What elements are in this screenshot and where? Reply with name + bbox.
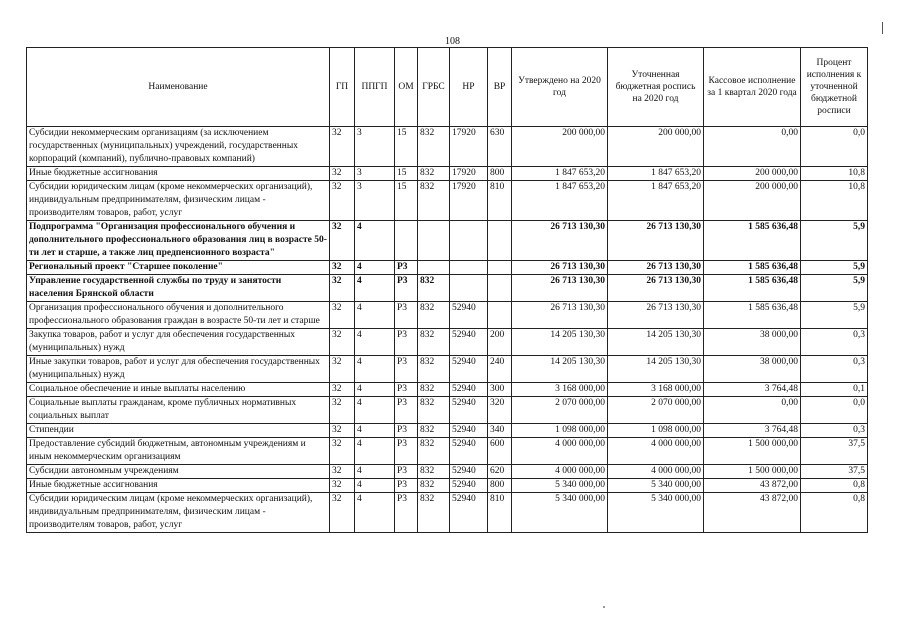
- cell-grbs: 832: [418, 302, 450, 329]
- cell-revised: 26 713 130,30: [608, 275, 704, 302]
- cell-np: [450, 221, 488, 261]
- cell-name: Субсидии юридическим лицам (кроме некоммерческих организаций), индивидуальным предпринимателям, физическим лицам - производителям товаров, работ, услуг: [27, 181, 330, 221]
- cell-grbs: 832: [418, 438, 450, 465]
- table-row: [27, 424, 868, 438]
- cell-ppgp: 4: [355, 329, 395, 356]
- cell-ppgp: 4: [355, 493, 395, 533]
- cell-vr: [488, 261, 512, 275]
- cell-om: P3: [395, 438, 418, 465]
- cell-name: Социальное обеспечение и иные выплаты населению: [27, 383, 330, 397]
- cell-vr: 340: [488, 424, 512, 438]
- cell-revised: 14 205 130,30: [608, 356, 704, 383]
- table-row: [27, 181, 868, 221]
- cell-name: Стипендии: [27, 424, 330, 438]
- cell-np: 52940: [450, 397, 488, 424]
- cell-np: 17920: [450, 181, 488, 221]
- header-grbs: ГРБС: [418, 48, 450, 127]
- cell-revised: 200 000,00: [608, 127, 704, 167]
- cell-percent: 5,9: [801, 302, 868, 329]
- cell-percent: 37,5: [801, 465, 868, 479]
- cell-approved: 200 000,00: [512, 127, 608, 167]
- cell-np: 52940: [450, 493, 488, 533]
- cell-percent: 0,3: [801, 329, 868, 356]
- cell-np: 52940: [450, 329, 488, 356]
- cell-gp: 32: [330, 356, 355, 383]
- cell-approved: 26 713 130,30: [512, 261, 608, 275]
- cell-cash: 0,00: [704, 127, 801, 167]
- cell-revised: 4 000 000,00: [608, 438, 704, 465]
- cell-approved: 26 713 130,30: [512, 221, 608, 261]
- margin-mark: [882, 22, 883, 34]
- cell-approved: 14 205 130,30: [512, 356, 608, 383]
- cell-ppgp: 4: [355, 275, 395, 302]
- cell-revised: 26 713 130,30: [608, 221, 704, 261]
- table-row: [27, 479, 868, 493]
- cell-om: P3: [395, 329, 418, 356]
- cell-cash: 43 872,00: [704, 493, 801, 533]
- cell-gp: 32: [330, 167, 355, 181]
- table-row: [27, 383, 868, 397]
- cell-vr: 620: [488, 465, 512, 479]
- cell-revised: 26 713 130,30: [608, 261, 704, 275]
- header-vr: ВР: [488, 48, 512, 127]
- cell-cash: 38 000,00: [704, 329, 801, 356]
- cell-vr: 200: [488, 329, 512, 356]
- cell-grbs: 832: [418, 127, 450, 167]
- table-row: [27, 465, 868, 479]
- cell-om: P3: [395, 356, 418, 383]
- cell-gp: 32: [330, 397, 355, 424]
- cell-approved: 5 340 000,00: [512, 493, 608, 533]
- cell-grbs: 832: [418, 493, 450, 533]
- cell-percent: 10,8: [801, 181, 868, 221]
- cell-gp: 32: [330, 275, 355, 302]
- cell-np: [450, 275, 488, 302]
- cell-grbs: 832: [418, 356, 450, 383]
- cell-ppgp: 3: [355, 127, 395, 167]
- cell-ppgp: 4: [355, 397, 395, 424]
- cell-name: Субсидии юридическим лицам (кроме некоммерческих организаций), индивидуальным предпринимателям, физическим лицам - производителям товаров, работ, услуг: [27, 493, 330, 533]
- cell-percent: 5,9: [801, 261, 868, 275]
- cell-name: Региональный проект "Старшее поколение": [27, 261, 330, 275]
- cell-percent: 0,1: [801, 383, 868, 397]
- cell-ppgp: 4: [355, 479, 395, 493]
- cell-cash: 3 764,48: [704, 383, 801, 397]
- cell-vr: 800: [488, 479, 512, 493]
- cell-ppgp: 4: [355, 221, 395, 261]
- cell-cash: 200 000,00: [704, 167, 801, 181]
- cell-cash: 1 500 000,00: [704, 438, 801, 465]
- cell-cash: 43 872,00: [704, 479, 801, 493]
- cell-ppgp: 4: [355, 424, 395, 438]
- cell-cash: 1 585 636,48: [704, 221, 801, 261]
- cell-gp: 32: [330, 479, 355, 493]
- cell-name: Предоставление субсидий бюджетным, автономным учреждениям и иным некоммерческим организациям: [27, 438, 330, 465]
- cell-grbs: 832: [418, 397, 450, 424]
- scan-dot: [603, 606, 605, 608]
- cell-approved: 14 205 130,30: [512, 329, 608, 356]
- cell-gp: 32: [330, 261, 355, 275]
- cell-ppgp: 4: [355, 465, 395, 479]
- cell-revised: 1 847 653,20: [608, 167, 704, 181]
- table-header: [27, 48, 868, 127]
- cell-cash: 3 764,48: [704, 424, 801, 438]
- cell-vr: 810: [488, 493, 512, 533]
- cell-approved: 2 070 000,00: [512, 397, 608, 424]
- cell-ppgp: 4: [355, 261, 395, 275]
- cell-om: P3: [395, 465, 418, 479]
- header-revised: Уточненная бюджетная роспись на 2020 год: [608, 48, 704, 127]
- cell-ppgp: 4: [355, 383, 395, 397]
- table-row: [27, 302, 868, 329]
- cell-name: Управление государственной службы по труду и занятости населения Брянской области: [27, 275, 330, 302]
- header-gp: ГП: [330, 48, 355, 127]
- cell-vr: 300: [488, 383, 512, 397]
- cell-name: Организация профессионального обучения и дополнительного профессионального образования граждан в возрасте 50-ти лет и старше: [27, 302, 330, 329]
- cell-grbs: 832: [418, 424, 450, 438]
- cell-name: Субсидии автономным учреждениям: [27, 465, 330, 479]
- header-approved: Утверждено на 2020 год: [512, 48, 608, 127]
- cell-ppgp: 3: [355, 181, 395, 221]
- cell-gp: 32: [330, 181, 355, 221]
- cell-name: Иные закупки товаров, работ и услуг для обеспечения государственных (муниципальных) нужд: [27, 356, 330, 383]
- cell-revised: 4 000 000,00: [608, 465, 704, 479]
- cell-om: P3: [395, 493, 418, 533]
- cell-revised: 3 168 000,00: [608, 383, 704, 397]
- cell-np: 52940: [450, 356, 488, 383]
- cell-gp: 32: [330, 127, 355, 167]
- cell-vr: 240: [488, 356, 512, 383]
- cell-gp: 32: [330, 329, 355, 356]
- header-name: Наименование: [27, 48, 330, 127]
- cell-approved: 3 168 000,00: [512, 383, 608, 397]
- cell-ppgp: 4: [355, 302, 395, 329]
- cell-np: 52940: [450, 465, 488, 479]
- cell-cash: 1 500 000,00: [704, 465, 801, 479]
- cell-om: 15: [395, 181, 418, 221]
- table-row: [27, 221, 868, 261]
- cell-vr: 600: [488, 438, 512, 465]
- cell-grbs: 832: [418, 167, 450, 181]
- cell-revised: 5 340 000,00: [608, 479, 704, 493]
- cell-approved: 1 098 000,00: [512, 424, 608, 438]
- cell-vr: 810: [488, 181, 512, 221]
- cell-name: Подпрограмма "Организация профессионального обучения и дополнительного профессионального образования лиц в возрасте 50-ти лет и старше, а также лиц предпенсионного возраста": [27, 221, 330, 261]
- cell-om: [395, 221, 418, 261]
- table-body: [27, 127, 868, 533]
- cell-name: Закупка товаров, работ и услуг для обеспечения государственных (муниципальных) нужд: [27, 329, 330, 356]
- cell-cash: 38 000,00: [704, 356, 801, 383]
- cell-percent: 37,5: [801, 438, 868, 465]
- cell-gp: 32: [330, 302, 355, 329]
- cell-name: Социальные выплаты гражданам, кроме публичных нормативных социальных выплат: [27, 397, 330, 424]
- cell-om: P3: [395, 479, 418, 493]
- cell-revised: 2 070 000,00: [608, 397, 704, 424]
- cell-approved: 5 340 000,00: [512, 479, 608, 493]
- table-row: [27, 127, 868, 167]
- cell-grbs: 832: [418, 329, 450, 356]
- cell-grbs: 832: [418, 181, 450, 221]
- cell-approved: 4 000 000,00: [512, 438, 608, 465]
- cell-revised: 5 340 000,00: [608, 493, 704, 533]
- cell-grbs: 832: [418, 383, 450, 397]
- table-row: [27, 356, 868, 383]
- cell-approved: 26 713 130,30: [512, 275, 608, 302]
- cell-om: 15: [395, 127, 418, 167]
- table-row: [27, 493, 868, 533]
- cell-gp: 32: [330, 493, 355, 533]
- cell-np: 17920: [450, 167, 488, 181]
- cell-gp: 32: [330, 383, 355, 397]
- cell-percent: 0,0: [801, 127, 868, 167]
- header-om: ОМ: [395, 48, 418, 127]
- cell-np: 52940: [450, 302, 488, 329]
- cell-vr: 630: [488, 127, 512, 167]
- cell-ppgp: 3: [355, 167, 395, 181]
- cell-grbs: 832: [418, 479, 450, 493]
- cell-percent: 5,9: [801, 221, 868, 261]
- cell-percent: 0,0: [801, 397, 868, 424]
- cell-approved: 4 000 000,00: [512, 465, 608, 479]
- cell-om: P3: [395, 383, 418, 397]
- cell-approved: 26 713 130,30: [512, 302, 608, 329]
- cell-cash: 1 585 636,48: [704, 275, 801, 302]
- cell-vr: [488, 221, 512, 261]
- cell-vr: [488, 275, 512, 302]
- cell-cash: 1 585 636,48: [704, 302, 801, 329]
- cell-np: 52940: [450, 383, 488, 397]
- cell-ppgp: 4: [355, 356, 395, 383]
- cell-percent: 0,8: [801, 493, 868, 533]
- cell-gp: 32: [330, 424, 355, 438]
- cell-percent: 0,3: [801, 356, 868, 383]
- cell-revised: 26 713 130,30: [608, 302, 704, 329]
- cell-revised: 14 205 130,30: [608, 329, 704, 356]
- cell-percent: 5,9: [801, 275, 868, 302]
- page-number: 108: [445, 36, 460, 47]
- cell-grbs: 832: [418, 465, 450, 479]
- cell-revised: 1 098 000,00: [608, 424, 704, 438]
- cell-percent: 0,3: [801, 424, 868, 438]
- cell-np: 52940: [450, 438, 488, 465]
- table-row: [27, 397, 868, 424]
- cell-gp: 32: [330, 465, 355, 479]
- cell-om: P3: [395, 302, 418, 329]
- table-row: [27, 438, 868, 465]
- cell-percent: 0,8: [801, 479, 868, 493]
- cell-vr: 320: [488, 397, 512, 424]
- header-ppgp: ППГП: [355, 48, 395, 127]
- cell-gp: 32: [330, 438, 355, 465]
- cell-vr: 800: [488, 167, 512, 181]
- table-row: [27, 261, 868, 275]
- cell-revised: 1 847 653,20: [608, 181, 704, 221]
- header-np: НР: [450, 48, 488, 127]
- cell-om: 15: [395, 167, 418, 181]
- table-row: [27, 275, 868, 302]
- cell-percent: 10,8: [801, 167, 868, 181]
- budget-table: [26, 47, 868, 533]
- cell-grbs: 832: [418, 275, 450, 302]
- cell-cash: 1 585 636,48: [704, 261, 801, 275]
- cell-cash: 200 000,00: [704, 181, 801, 221]
- table-row: [27, 329, 868, 356]
- cell-gp: 32: [330, 221, 355, 261]
- header-percent: Процент исполнения к уточненной бюджетной росписи: [801, 48, 868, 127]
- cell-name: Иные бюджетные ассигнования: [27, 167, 330, 181]
- header-cash: Кассовое исполнение за 1 квартал 2020 года: [704, 48, 801, 127]
- cell-approved: 1 847 653,20: [512, 181, 608, 221]
- cell-vr: [488, 302, 512, 329]
- cell-np: [450, 261, 488, 275]
- cell-om: P3: [395, 424, 418, 438]
- cell-name: Иные бюджетные ассигнования: [27, 479, 330, 493]
- cell-np: 52940: [450, 479, 488, 493]
- cell-grbs: [418, 261, 450, 275]
- cell-grbs: [418, 221, 450, 261]
- cell-om: P3: [395, 397, 418, 424]
- table-row: [27, 167, 868, 181]
- cell-name: Субсидии некоммерческим организациям (за исключением государственных (муниципальных) учреждений, государственных корпораций (компаний), публично-правовых компаний): [27, 127, 330, 167]
- cell-ppgp: 4: [355, 438, 395, 465]
- cell-approved: 1 847 653,20: [512, 167, 608, 181]
- cell-om: P3: [395, 261, 418, 275]
- cell-np: 17920: [450, 127, 488, 167]
- cell-om: P3: [395, 275, 418, 302]
- cell-cash: 0,00: [704, 397, 801, 424]
- cell-np: 52940: [450, 424, 488, 438]
